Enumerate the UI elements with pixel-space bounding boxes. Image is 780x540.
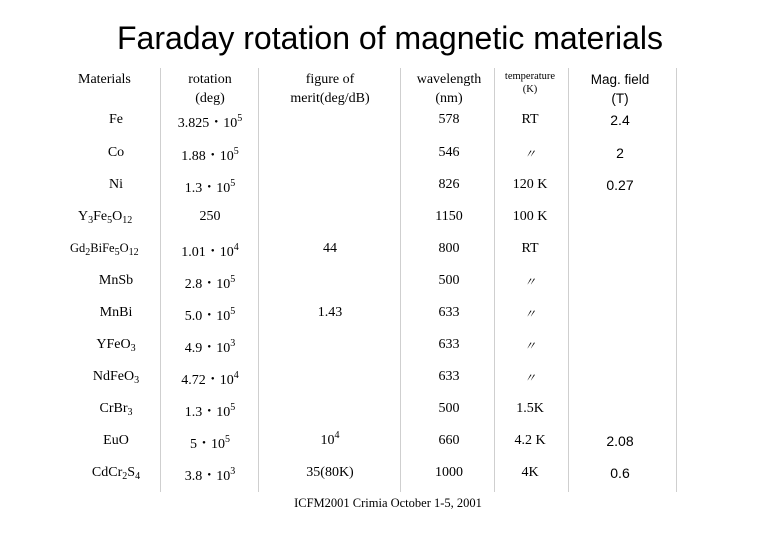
material-name: Ni xyxy=(109,177,123,192)
material-name: MnSb xyxy=(98,273,134,288)
rotation-value: 1.01・$10^4$ xyxy=(181,242,239,260)
temperature-value: 〃 xyxy=(523,275,537,289)
figure-of-merit-value: 44 xyxy=(323,241,337,256)
wavelength-value: 578 xyxy=(438,112,460,127)
rotation-value: 4.72・$10^4$ xyxy=(181,370,239,388)
column-divider xyxy=(160,68,161,492)
slide-title: Faraday rotation of magnetic materials xyxy=(116,20,664,56)
column-divider xyxy=(494,68,495,492)
header-figure-of-merit: figure of merit(deg/dB) xyxy=(290,72,370,106)
material-name: YFeO$_3$ xyxy=(96,337,136,354)
column-divider xyxy=(400,68,401,492)
temperature-value: RT xyxy=(521,241,539,256)
temperature-value: 4.2 K xyxy=(514,433,546,448)
material-name: NdFeO$_3$ xyxy=(92,369,140,386)
rotation-value: 5.0・$10^5$ xyxy=(184,306,236,324)
wavelength-value: 546 xyxy=(438,145,460,160)
figure-of-merit-value: $10^4$ xyxy=(320,430,340,448)
rotation-value: 3.825・$10^5$ xyxy=(177,113,243,131)
rotation-value: 2.8・$10^5$ xyxy=(184,274,236,292)
material-name: $Gd_2BiFe_5O_{12}$ xyxy=(70,241,139,258)
column-divider xyxy=(568,68,569,492)
temperature-value: 4K xyxy=(521,465,539,480)
footer-caption: ICFM2001 Crimia October 1-5, 2001 xyxy=(294,496,482,510)
rotation-value: 250 xyxy=(199,209,221,224)
temperature-value: 1.5K xyxy=(516,401,544,416)
temperature-value: 〃 xyxy=(523,339,537,353)
wavelength-value: 633 xyxy=(438,305,460,320)
wavelength-value: 633 xyxy=(438,369,460,384)
mag-field-value: 0.27 xyxy=(606,177,634,193)
material-name: Co xyxy=(107,145,125,160)
rotation-value: 5・$10^5$ xyxy=(190,434,230,452)
wavelength-value: 633 xyxy=(438,337,460,352)
temperature-value: 〃 xyxy=(523,147,537,161)
material-name: $CdCr_2S_4$ xyxy=(91,465,141,482)
column-divider xyxy=(676,68,677,492)
rotation-value: 1.88・$10^5$ xyxy=(181,146,239,164)
material-name: MnBi xyxy=(99,305,133,320)
material-name: Fe xyxy=(109,112,123,127)
wavelength-value: 500 xyxy=(438,401,460,416)
wavelength-value: 660 xyxy=(438,433,460,448)
mag-field-value: 2.4 xyxy=(610,112,630,128)
header-wavelength: wavelength (nm) xyxy=(416,72,482,106)
temperature-value: 120 K xyxy=(512,177,548,192)
temperature-value: 〃 xyxy=(523,307,537,321)
mag-field-value: 2.08 xyxy=(606,433,634,449)
mag-field-value: 0.6 xyxy=(610,465,630,481)
material-name: EuO xyxy=(103,433,129,448)
temperature-value: 100 K xyxy=(512,209,548,224)
wavelength-value: 1000 xyxy=(435,465,463,480)
rotation-value: 1.3・$10^5$ xyxy=(184,178,236,196)
temperature-value: RT xyxy=(521,112,539,127)
rotation-value: 1.3・$10^5$ xyxy=(184,402,236,420)
figure-of-merit-value: 35(80K) xyxy=(306,465,354,480)
header-temperature: temperature (K) xyxy=(504,71,556,95)
header-rotation: rotation (deg) xyxy=(188,72,232,106)
wavelength-value: 1150 xyxy=(435,209,463,224)
wavelength-value: 826 xyxy=(438,177,460,192)
wavelength-value: 500 xyxy=(438,273,460,288)
header-mag-field: Mag. field (T) xyxy=(590,72,650,106)
rotation-value: 3.8・$10^3$ xyxy=(184,466,236,484)
material-name: CrBr$_3$ xyxy=(99,401,133,418)
column-divider xyxy=(258,68,259,492)
wavelength-value: 800 xyxy=(438,241,460,256)
temperature-value: 〃 xyxy=(523,371,537,385)
rotation-value: 4.9・$10^3$ xyxy=(184,338,236,356)
figure-of-merit-value: 1.43 xyxy=(317,305,343,320)
header-materials: Materials xyxy=(78,72,131,87)
mag-field-value: 2 xyxy=(616,145,624,161)
material-name: $Y_3Fe_5O_{12}$ xyxy=(78,209,133,226)
